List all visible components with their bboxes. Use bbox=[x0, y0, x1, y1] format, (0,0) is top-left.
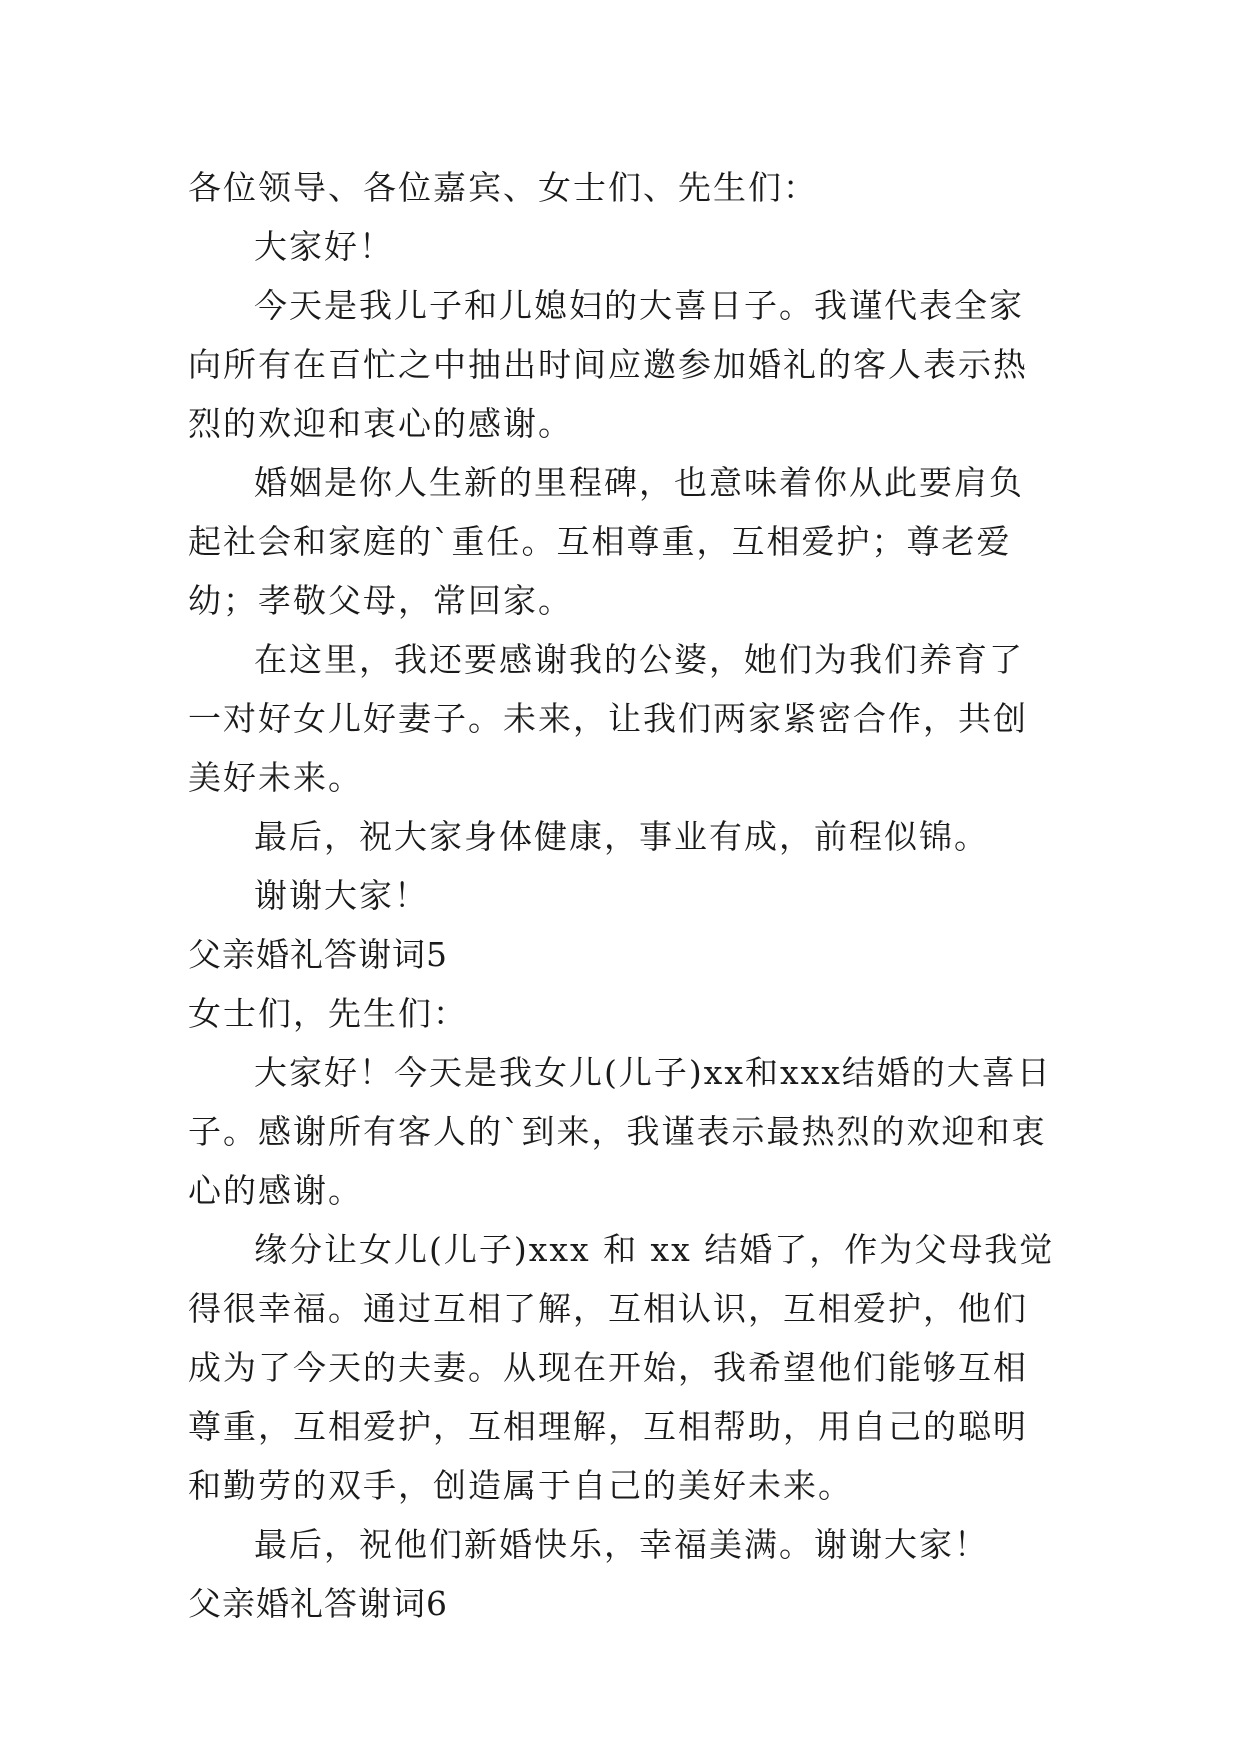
paragraph: 婚姻是你人生新的里程碑，也意味着你从此要肩负起社会和家庭的`重任。互相尊重，互相爱护；尊老爱幼；孝敬父母，常回家。 bbox=[188, 463, 1024, 620]
paragraph: 今天是我儿子和儿媳妇的大喜日子。我谨代表全家向所有在百忙之中抽出时间应邀参加婚礼的客人表示热烈的欢迎和衷心的感谢。 bbox=[188, 286, 1028, 443]
section-heading: 父亲婚礼答谢词6 bbox=[188, 1584, 448, 1623]
paragraph: 最后，祝大家身体健康，事业有成，前程似锦。 bbox=[254, 817, 989, 856]
closing-thanks: 谢谢大家！ bbox=[254, 876, 429, 915]
salutation: 女士们，先生们： bbox=[188, 994, 468, 1033]
salutation: 各位领导、各位嘉宾、女士们、先生们： bbox=[188, 168, 818, 207]
greeting: 大家好！ bbox=[254, 227, 394, 266]
paragraph: 在这里，我还要感谢我的公婆，她们为我们养育了一对好女儿好妻子。未来，让我们两家紧密合作，共创美好未来。 bbox=[188, 640, 1028, 797]
paragraph: 大家好！今天是我女儿(儿子)xx和xxx结婚的大喜日子。感谢所有客人的`到来，我谨表示最热烈的欢迎和衷心的感谢。 bbox=[188, 1053, 1052, 1210]
paragraph: 最后，祝他们新婚快乐，幸福美满。谢谢大家！ bbox=[254, 1525, 989, 1564]
section-heading: 父亲婚礼答谢词5 bbox=[188, 935, 448, 974]
paragraph: 缘分让女儿(儿子)xxx 和 xx 结婚了，作为父母我觉得很幸福。通过互相了解，互相认识，互相爱护，他们成为了今天的夫妻。从现在开始，我希望他们能够互相尊重，互相爱护，互相理解，互相帮助，用自己的聪明和勤劳的双手，创造属于自己的美好未来。 bbox=[188, 1230, 1055, 1505]
document-body bbox=[188, 158, 1058, 1633]
